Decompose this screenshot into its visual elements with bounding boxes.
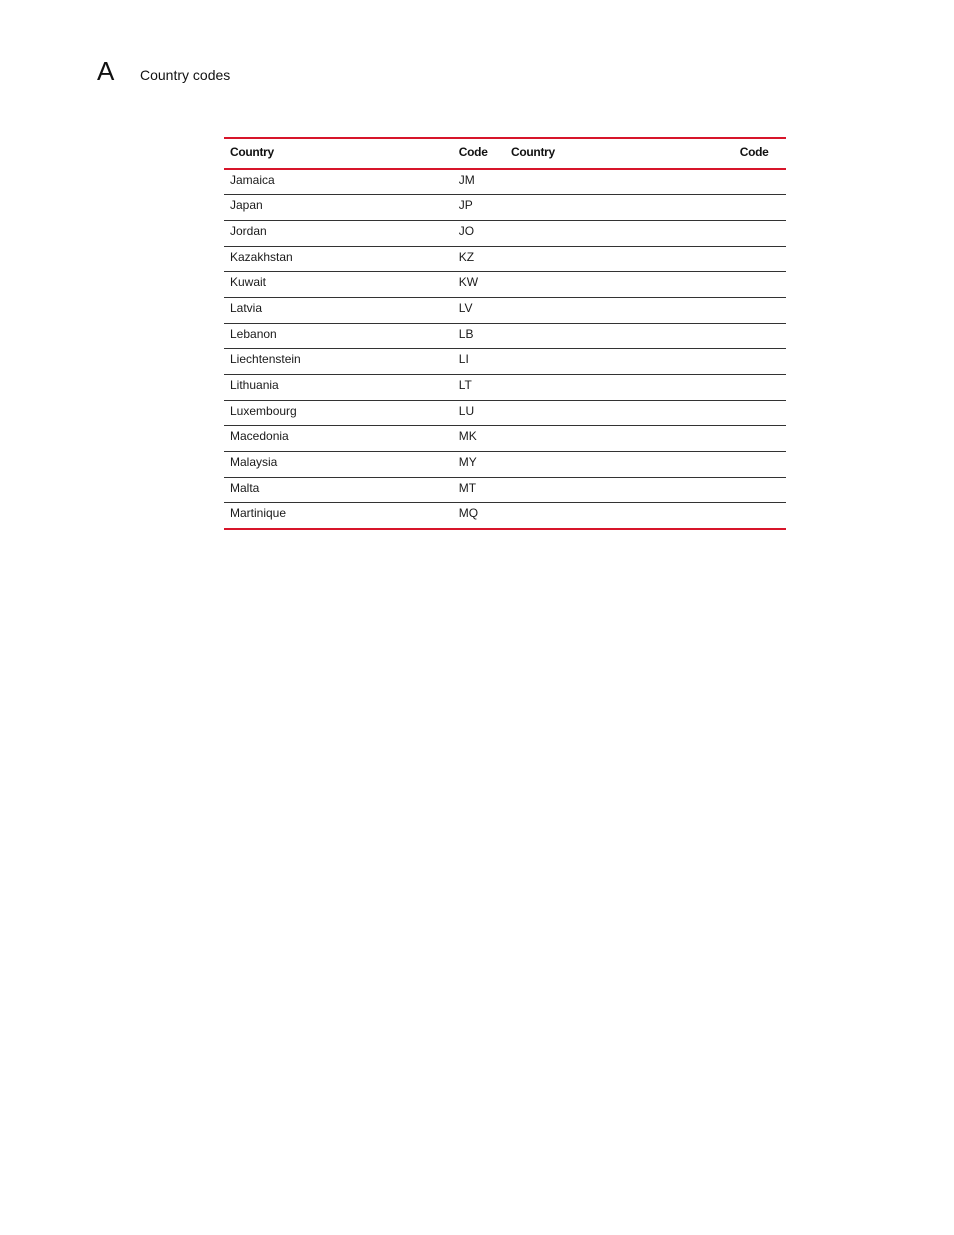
- cell-code-right: [734, 195, 786, 221]
- cell-code: MT: [453, 477, 505, 503]
- cell-country-right: [505, 323, 734, 349]
- cell-country: Jamaica: [224, 169, 453, 195]
- cell-country: Martinique: [224, 503, 453, 529]
- running-head-title: Country codes: [140, 67, 231, 83]
- cell-code: MY: [453, 452, 505, 478]
- cell-country-right: [505, 400, 734, 426]
- table-row: [224, 503, 786, 529]
- cell-code: KW: [453, 272, 505, 298]
- cell-country: Luxembourg: [224, 400, 453, 426]
- cell-code-right: [734, 169, 786, 195]
- cell-country-right: [505, 426, 734, 452]
- cell-code-right: [734, 426, 786, 452]
- table-row: [224, 169, 786, 195]
- country-codes-table: [224, 137, 786, 530]
- cell-code: LT: [453, 375, 505, 401]
- cell-country: Kuwait: [224, 272, 453, 298]
- cell-code-right: [734, 323, 786, 349]
- cell-country-right: [505, 169, 734, 195]
- table-row: [224, 323, 786, 349]
- cell-code-right: [734, 375, 786, 401]
- cell-country-right: [505, 375, 734, 401]
- table-row: [224, 400, 786, 426]
- cell-code-right: [734, 477, 786, 503]
- header-code-1: Code: [453, 138, 505, 169]
- table-row: [224, 477, 786, 503]
- cell-code-right: [734, 297, 786, 323]
- cell-code: LU: [453, 400, 505, 426]
- cell-code-right: [734, 452, 786, 478]
- cell-country: Latvia: [224, 297, 453, 323]
- cell-country: Macedonia: [224, 426, 453, 452]
- cell-country: Lebanon: [224, 323, 453, 349]
- table-row: [224, 297, 786, 323]
- table-row: [224, 452, 786, 478]
- cell-code-right: [734, 400, 786, 426]
- cell-code: LV: [453, 297, 505, 323]
- cell-country-right: [505, 452, 734, 478]
- cell-code: JP: [453, 195, 505, 221]
- table-row: [224, 349, 786, 375]
- cell-code: LI: [453, 349, 505, 375]
- table-row: [224, 220, 786, 246]
- cell-code: JO: [453, 220, 505, 246]
- cell-country-right: [505, 272, 734, 298]
- cell-country: Japan: [224, 195, 453, 221]
- cell-country: Malaysia: [224, 452, 453, 478]
- cell-code: MQ: [453, 503, 505, 529]
- cell-country-right: [505, 503, 734, 529]
- header-code-2: Code: [734, 138, 786, 169]
- table-row: [224, 375, 786, 401]
- table-body: [224, 169, 786, 529]
- cell-country: Liechtenstein: [224, 349, 453, 375]
- cell-country: Lithuania: [224, 375, 453, 401]
- table-row: [224, 246, 786, 272]
- cell-code: KZ: [453, 246, 505, 272]
- cell-code: JM: [453, 169, 505, 195]
- table-row: [224, 272, 786, 298]
- table-header: [224, 138, 786, 169]
- table-row: [224, 195, 786, 221]
- appendix-letter: A: [97, 56, 115, 86]
- table-header-row: [224, 138, 786, 169]
- cell-country-right: [505, 246, 734, 272]
- cell-country-right: [505, 220, 734, 246]
- cell-code-right: [734, 246, 786, 272]
- cell-code-right: [734, 272, 786, 298]
- cell-country-right: [505, 349, 734, 375]
- cell-country: Jordan: [224, 220, 453, 246]
- table-row: [224, 426, 786, 452]
- cell-code: LB: [453, 323, 505, 349]
- cell-code-right: [734, 349, 786, 375]
- cell-code-right: [734, 220, 786, 246]
- header-country-2: Country: [505, 138, 734, 169]
- header-country-1: Country: [224, 138, 453, 169]
- cell-country-right: [505, 477, 734, 503]
- cell-code-right: [734, 503, 786, 529]
- cell-country: Kazakhstan: [224, 246, 453, 272]
- cell-code: MK: [453, 426, 505, 452]
- cell-country-right: [505, 195, 734, 221]
- cell-country: Malta: [224, 477, 453, 503]
- cell-country-right: [505, 297, 734, 323]
